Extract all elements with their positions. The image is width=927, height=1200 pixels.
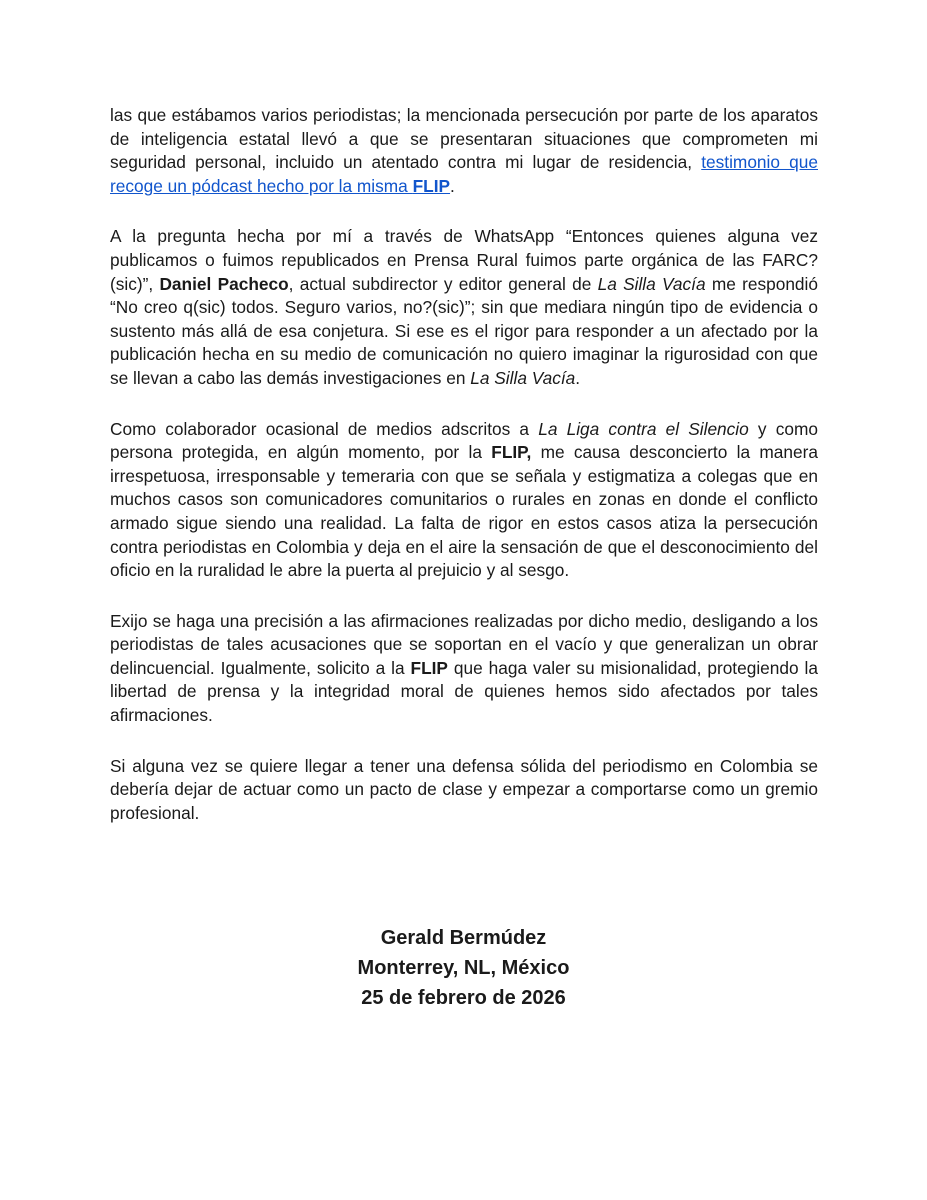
league-name: La Liga contra el Silencio <box>538 418 749 439</box>
signature-date: 25 de febrero de 2026 <box>361 987 566 1009</box>
flip-name-2: FLIP <box>410 657 448 678</box>
podcast-link-text: testimonio que recoge un pódcast hecho por la misma <box>110 152 818 196</box>
paragraph-3 <box>110 418 818 583</box>
paragraph-4 <box>110 610 818 728</box>
paragraph-3-text-b: y como persona protegida, en algún momento, por la <box>110 418 818 463</box>
paragraph-4-text-a: Exijo se haga una precisión a las afirmaciones realizadas por dicho medio, desligando a los periodistas de tales acusaciones que se soportan en el vacío y que generalizan un obrar delincuencial. Igualmente, solicito a la <box>110 610 818 678</box>
signature-name: Gerald Bermúdez <box>380 927 547 949</box>
paragraph-2 <box>110 225 818 390</box>
signature-location: Monterrey, NL, México <box>357 957 570 979</box>
paragraph-1-text: las que estábamos varios periodistas; la mencionada persecución por parte de los aparatos de inteligencia estatal llevó a que se presentaran situaciones que comprometen mi seguridad personal, incluido un atentado contra mi lugar de residencia, <box>110 105 818 173</box>
paragraph-1-end: . <box>450 175 455 196</box>
outlet-name-2: La Silla Vacía <box>470 367 576 388</box>
paragraph-2-text-c: me respondió “No creo q(sic) todos. Seguro varios, no?(sic)”; sin que mediara ningún tipo de evidencia o sustento más allá de esa conjetura. Si ese es el rigor para responder a un afectado por la publicación hecha en su medio de comunicación no quiero imaginar la rigurosidad con que se llevan a cabo las demás investigaciones en <box>110 273 818 388</box>
paragraph-3-text-a: Como colaborador ocasional de medios adscritos a <box>110 418 539 439</box>
outlet-name-1: La Silla Vacía <box>597 273 706 294</box>
paragraph-2-text-a: A la pregunta hecha por mí a través de WhatsApp “Entonces quienes alguna vez publicamos o fuimos republicados en Prensa Rural fuimos parte orgánica de las FARC?(sic)”, <box>110 226 818 294</box>
paragraph-5-text: Si alguna vez se quiere llegar a tener una defensa sólida del periodismo en Colombia se debería dejar de actuar como un pacto de clase y empezar a comportarse como un gremio profesional. <box>110 755 818 823</box>
paragraph-1 <box>110 104 818 198</box>
document-body <box>110 104 818 852</box>
signature-block <box>0 923 927 1013</box>
paragraph-3-text-c: me causa desconcierto la manera irrespetuosa, irresponsable y temeraria con que se señala y estigmatiza a colegas que en muchos casos son comunicadores comunitarios o rurales en zonas en donde el conflicto armado sigue siendo una realidad. La falta de rigor en estos casos atiza la persecución contra periodistas en Colombia y deja en el aire la sensación de que el desconocimiento del oficio en la ruralidad le abre la puerta al prejuicio y al sesgo. <box>110 442 818 581</box>
flip-name: FLIP, <box>491 442 532 463</box>
paragraph-2-text-b: , actual subdirector y editor general de <box>288 273 598 294</box>
paragraph-2-end: . <box>575 367 581 388</box>
paragraph-4-text-b: que haga valer su misionalidad, protegiendo la libertad de prensa y la integridad moral de quienes hemos sido afectados por tales afirmaciones. <box>110 657 818 726</box>
podcast-link-flip: FLIP <box>412 175 451 196</box>
paragraph-5 <box>110 755 818 826</box>
person-name-daniel-pacheco: Daniel Pacheco <box>159 273 289 294</box>
